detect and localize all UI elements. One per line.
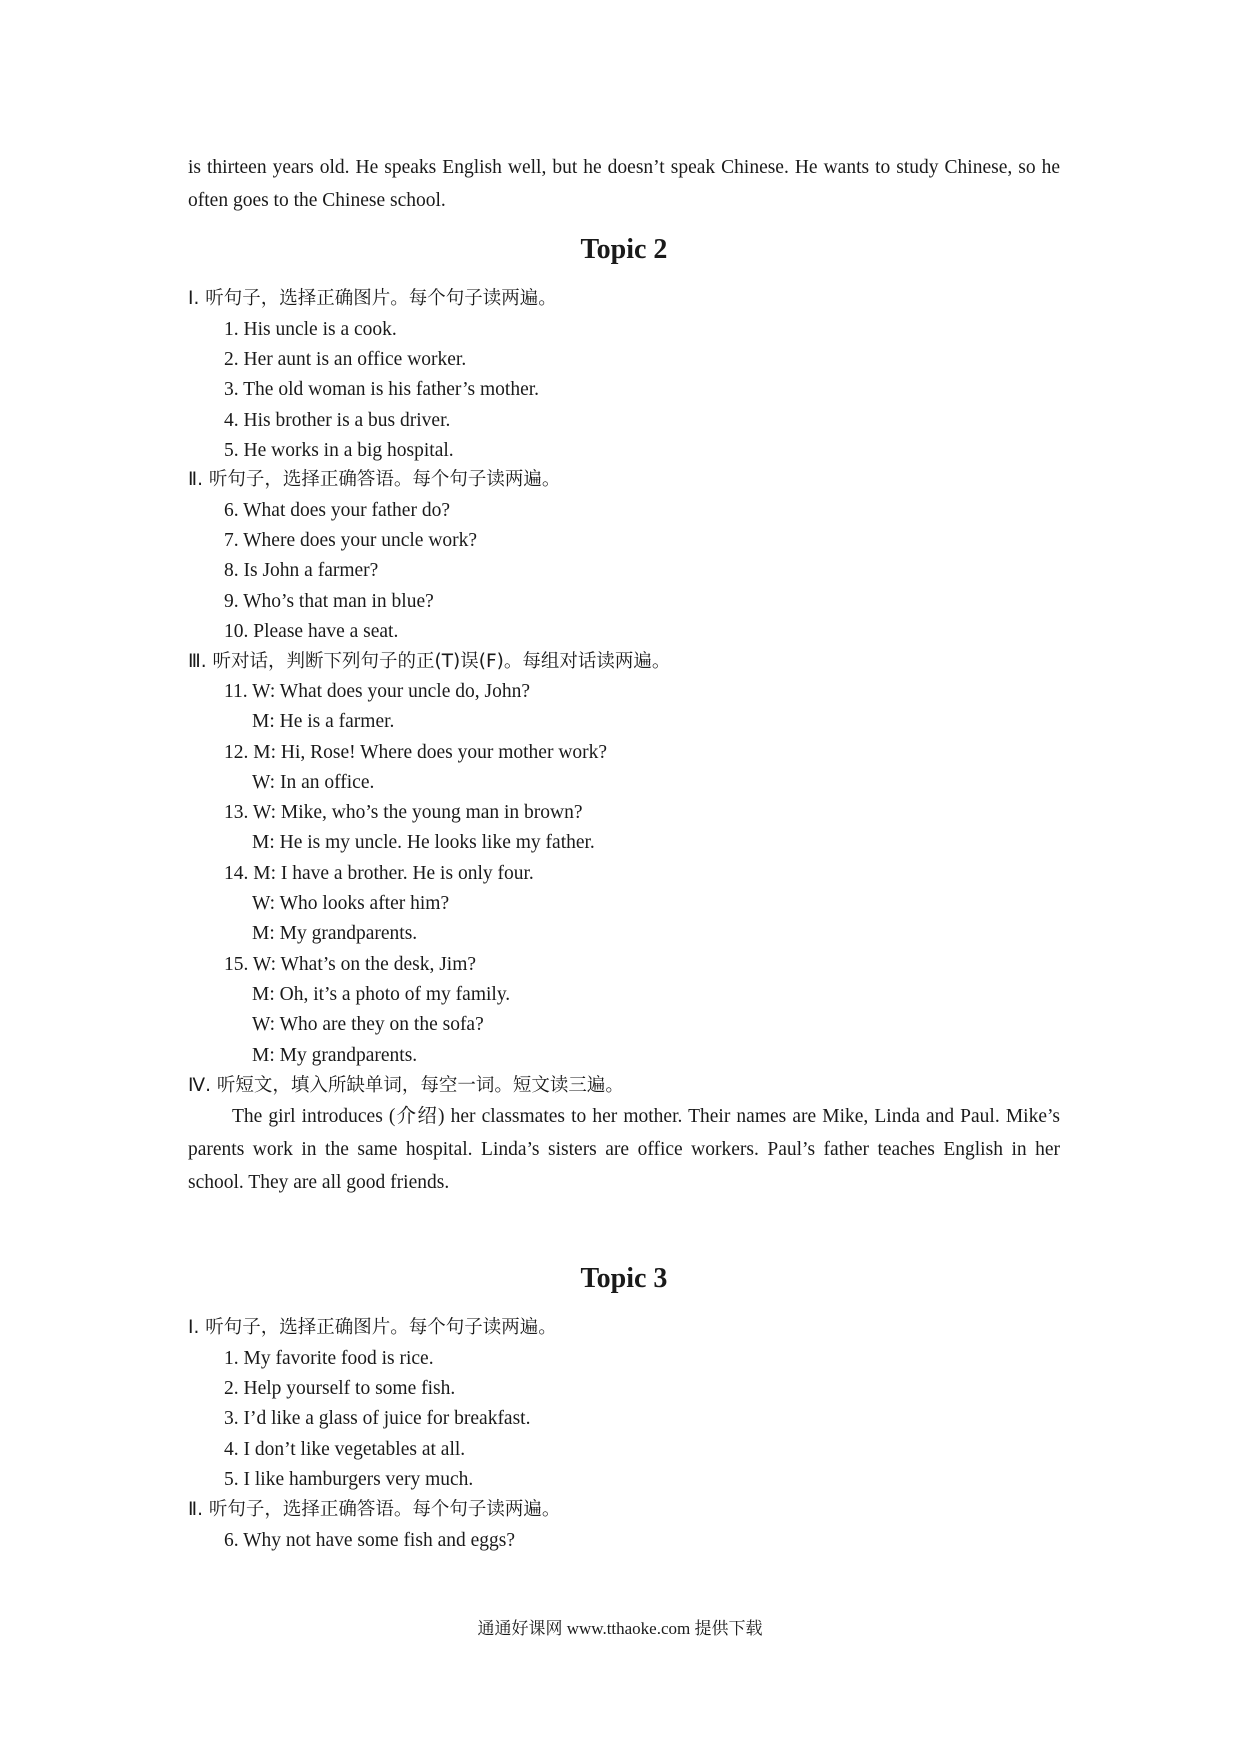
- list-item: 1. My favorite food is rice.: [224, 1348, 434, 1369]
- topic3-section-2: Ⅱ. 听句子，选择正确答语。每个句子读两遍。: [188, 1499, 561, 1520]
- page-footer: 通通好课网 www.tthaoke.com 提供下载: [477, 1619, 763, 1638]
- dialogue-line: W: In an office.: [252, 772, 375, 793]
- topic2-section-1: Ⅰ. 听句子，选择正确图片。每个句子读两遍。: [188, 288, 557, 309]
- topic2-section-3: Ⅲ. 听对话，判断下列句子的正(T)误(F)。每组对话读两遍。: [188, 651, 671, 672]
- topic2-title: Topic 2: [580, 234, 668, 265]
- list-item: 6. Why not have some fish and eggs?: [224, 1530, 515, 1551]
- topic3-section-1: Ⅰ. 听句子，选择正确图片。每个句子读两遍。: [188, 1317, 557, 1338]
- list-item: 1. His uncle is a cook.: [224, 319, 397, 340]
- list-item: 3. I’d like a glass of juice for breakfast.: [224, 1408, 531, 1429]
- list-item: 6. What does your father do?: [224, 500, 450, 521]
- dialogue-line: 15. W: What’s on the desk, Jim?: [224, 954, 477, 975]
- dialogue-line: 13. W: Mike, who’s the young man in brown?: [224, 802, 583, 823]
- dialogue-line: W: Who are they on the sofa?: [252, 1014, 484, 1035]
- list-item: 4. His brother is a bus driver.: [224, 410, 451, 431]
- document-page: [188, 0, 1060, 1754]
- list-item: 2. Help yourself to some fish.: [224, 1378, 456, 1399]
- dialogue-line: 12. M: Hi, Rose! Where does your mother work?: [224, 742, 608, 763]
- dialogue-line: M: My grandparents.: [252, 1045, 418, 1066]
- dialogue-line: 14. M: I have a brother. He is only four.: [224, 863, 534, 884]
- topic2-passage: The girl introduces (介绍) her classmates to her mother. Their names are Mike, Linda and Paul. Mike’s parents work in the same hospital. Linda’s sisters are office workers. Paul’s father teaches English in her school. They are all good friends.: [188, 1106, 1060, 1193]
- list-item: 4. I don’t like vegetables at all.: [224, 1439, 466, 1460]
- list-item: 10. Please have a seat.: [224, 621, 399, 642]
- topic2-section-2: Ⅱ. 听句子，选择正确答语。每个句子读两遍。: [188, 469, 561, 490]
- topic3-title: Topic 3: [580, 1263, 668, 1294]
- dialogue-line: M: He is my uncle. He looks like my father.: [252, 832, 595, 853]
- list-item: 7. Where does your uncle work?: [224, 530, 478, 551]
- dialogue-line: M: Oh, it’s a photo of my family.: [252, 984, 511, 1005]
- list-item: 5. He works in a big hospital.: [224, 440, 454, 461]
- dialogue-line: 11. W: What does your uncle do, John?: [224, 681, 530, 702]
- dialogue-line: M: My grandparents.: [252, 923, 418, 944]
- list-item: 9. Who’s that man in blue?: [224, 591, 434, 612]
- topic2-section-4: Ⅳ. 听短文，填入所缺单词，每空一词。短文读三遍。: [188, 1075, 624, 1096]
- dialogue-line: W: Who looks after him?: [252, 893, 450, 914]
- list-item: 8. Is John a farmer?: [224, 560, 379, 581]
- dialogue-line: M: He is a farmer.: [252, 711, 395, 732]
- lead-paragraph: is thirteen years old. He speaks English well, but he doesn’t speak Chinese. He wants to study Chinese, so he often goes to the Chinese school.: [188, 157, 1060, 211]
- list-item: 2. Her aunt is an office worker.: [224, 349, 467, 370]
- list-item: 3. The old woman is his father’s mother.: [224, 379, 540, 400]
- list-item: 5. I like hamburgers very much.: [224, 1469, 474, 1490]
